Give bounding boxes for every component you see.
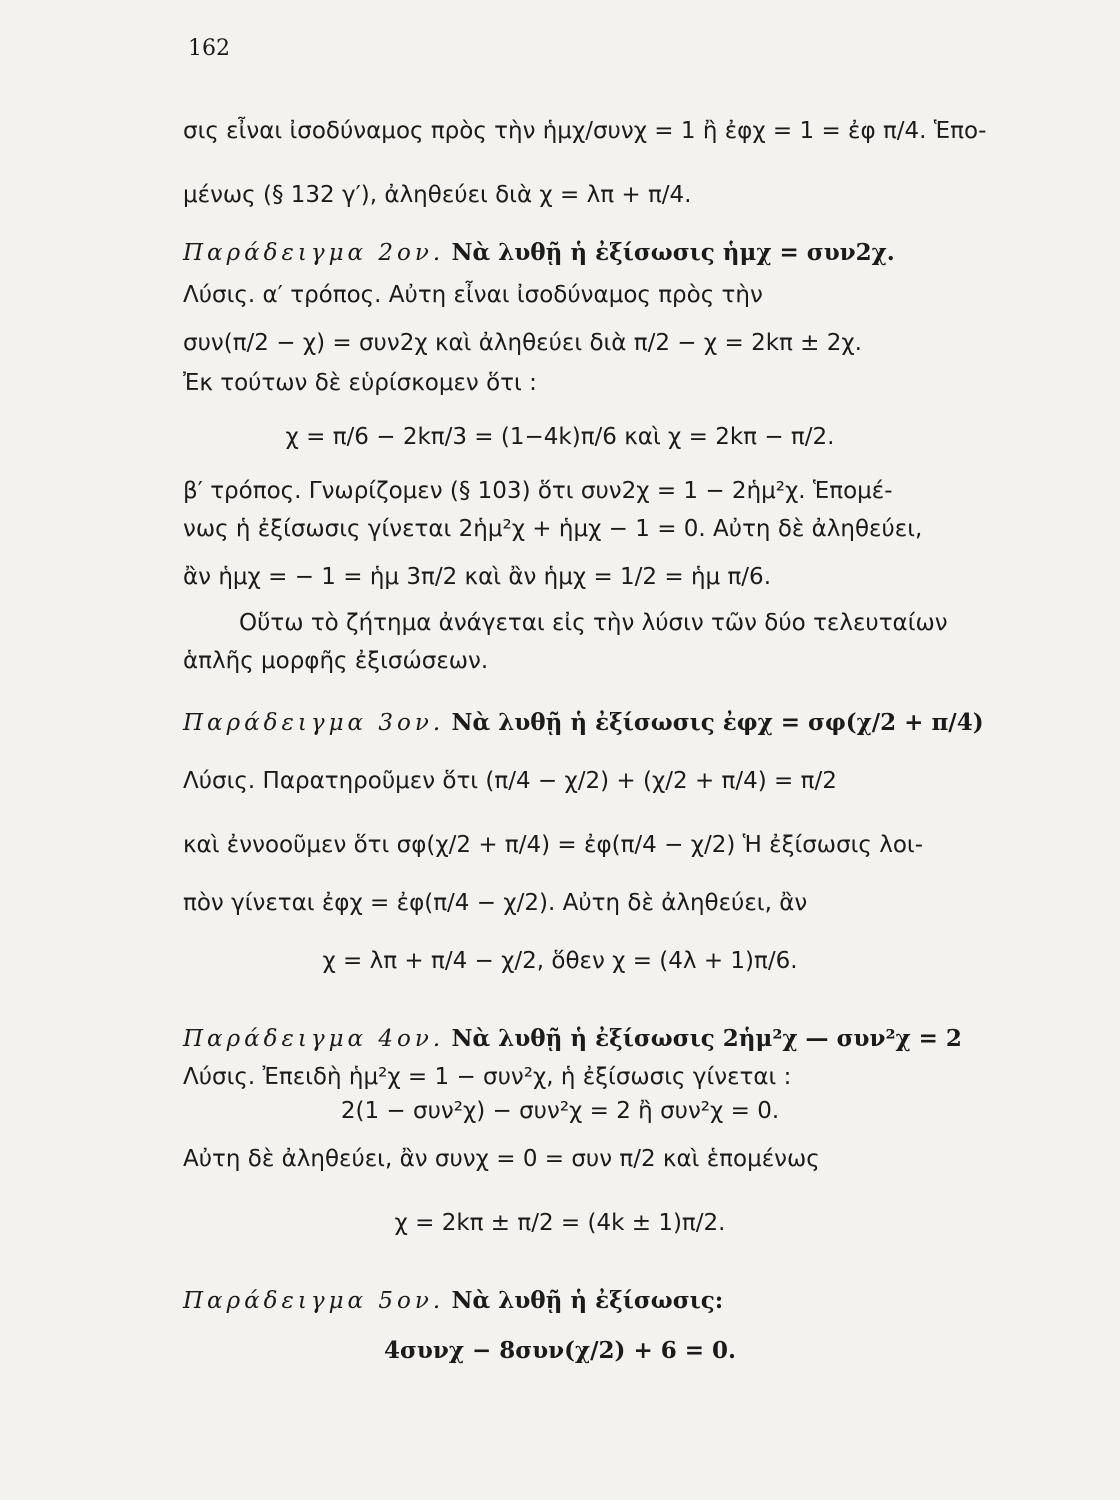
example-2-statement: Νὰ λυθῇ ἡ ἐξίσωσις ἡμχ = συν2χ.: [451, 239, 895, 266]
text-line-12: Οὕτω τὸ ζήτημα ἀνάγεται εἰς τὴν λύσιν τῶν δύο τελευταίων: [239, 610, 948, 636]
text-line-17: πὸν γίνεται ἐφχ = ἐφ(π/4 − χ/2). Αὐτη δὲ ἀληθεύει, ἂν: [183, 890, 808, 916]
text-line-16: καὶ ἐννοοῦμεν ὅτι σφ(χ/2 + π/4) = ἐφ(π/4 − χ/2) Ἡ ἐξίσωσις λοι-: [183, 832, 923, 858]
formula-line-22: 2(1 − συν²χ) − συν²χ = 2 ἢ συν²χ = 0.: [340, 1098, 780, 1124]
text-line-9: β′ τρόπος. Γνωρίζομεν (§ 103) ὅτι συν2χ = 1 − 2ἡμ²χ. Ἑπομέ-: [183, 478, 893, 504]
text-line-13: ἁπλῆς μορφῆς ἐξισώσεων.: [183, 648, 489, 674]
text-line-15: Λύσις. Παρατηροῦμεν ὅτι (π/4 − χ/2) + (χ/2 + π/4) = π/2: [183, 768, 837, 794]
example-5-statement: Νὰ λυθῇ ἡ ἐξίσωσις:: [451, 1287, 724, 1314]
example-5-label: Παράδειγμα 5ον.: [183, 1288, 445, 1314]
example-5-heading: [183, 1286, 1047, 1316]
example-3-label: Παράδειγμα 3ον.: [183, 710, 445, 736]
formula-line-18: χ = λπ + π/4 − χ/2, ὅθεν χ = (4λ + 1)π/6.: [322, 948, 798, 974]
text-line-23: Αὐτη δὲ ἀληθεύει, ἂν συνχ = 0 = συν π/2 καὶ ἑπομένως: [183, 1146, 820, 1172]
example-2-label: Παράδειγμα 2ον.: [183, 240, 445, 266]
example-4-label: Παράδειγμα 4ον.: [183, 1026, 445, 1052]
formula-line-27: 4συνχ − 8συν(χ/2) + 6 = 0.: [383, 1337, 737, 1364]
example-4-heading: [183, 1024, 1047, 1054]
formula-line-24: χ = 2kπ ± π/2 = (4k ± 1)π/2.: [394, 1210, 726, 1236]
example-2-heading: [183, 238, 1047, 268]
text-line-21: Λύσις. Ἐπειδὴ ἡμ²χ = 1 − συν²χ, ἡ ἐξίσωσις γίνεται :: [183, 1064, 792, 1090]
text-line-11: ἂν ἡμχ = − 1 = ἡμ 3π/2 καὶ ἂν ἡμχ = 1/2 = ἡμ π/6.: [183, 564, 772, 590]
text-line-2: μένως (§ 132 γ′), ἀληθεύει διὰ χ = λπ + π/4.: [183, 182, 692, 208]
page-number: 162: [188, 36, 230, 61]
text-line-10: νως ἡ ἐξίσωσις γίνεται 2ἡμ²χ + ἡμχ − 1 = 0. Αὐτη δὲ ἀληθεύει,: [183, 516, 923, 542]
text-line-5: Λύσις. α′ τρόπος. Αὐτη εἶναι ἰσοδύναμος πρὸς τὴν: [183, 282, 763, 308]
text-line-6: συν(π/2 − χ) = συν2χ καὶ ἀληθεύει διὰ π/2 − χ = 2kπ ± 2χ.: [183, 330, 862, 356]
text-line-7: Ἐκ τούτων δὲ εὑρίσκομεν ὅτι :: [183, 370, 537, 396]
formula-line-8: χ = π/6 − 2kπ/3 = (1−4k)π/6 καὶ χ = 2kπ − π/2.: [285, 424, 835, 450]
text-line-1: σις εἶναι ἰσοδύναμος πρὸς τὴν ἡμχ/συνχ = 1 ἢ ἐφχ = 1 = ἐφ π/4. Ἑπο-: [183, 118, 987, 144]
example-3-statement: Νὰ λυθῇ ἡ ἐξίσωσις ἐφχ = σφ(χ/2 + π/4): [451, 709, 984, 736]
example-4-statement: Νὰ λυθῇ ἡ ἐξίσωσις 2ἡμ²χ — συν²χ = 2: [451, 1025, 962, 1052]
example-3-heading: [183, 708, 1047, 738]
